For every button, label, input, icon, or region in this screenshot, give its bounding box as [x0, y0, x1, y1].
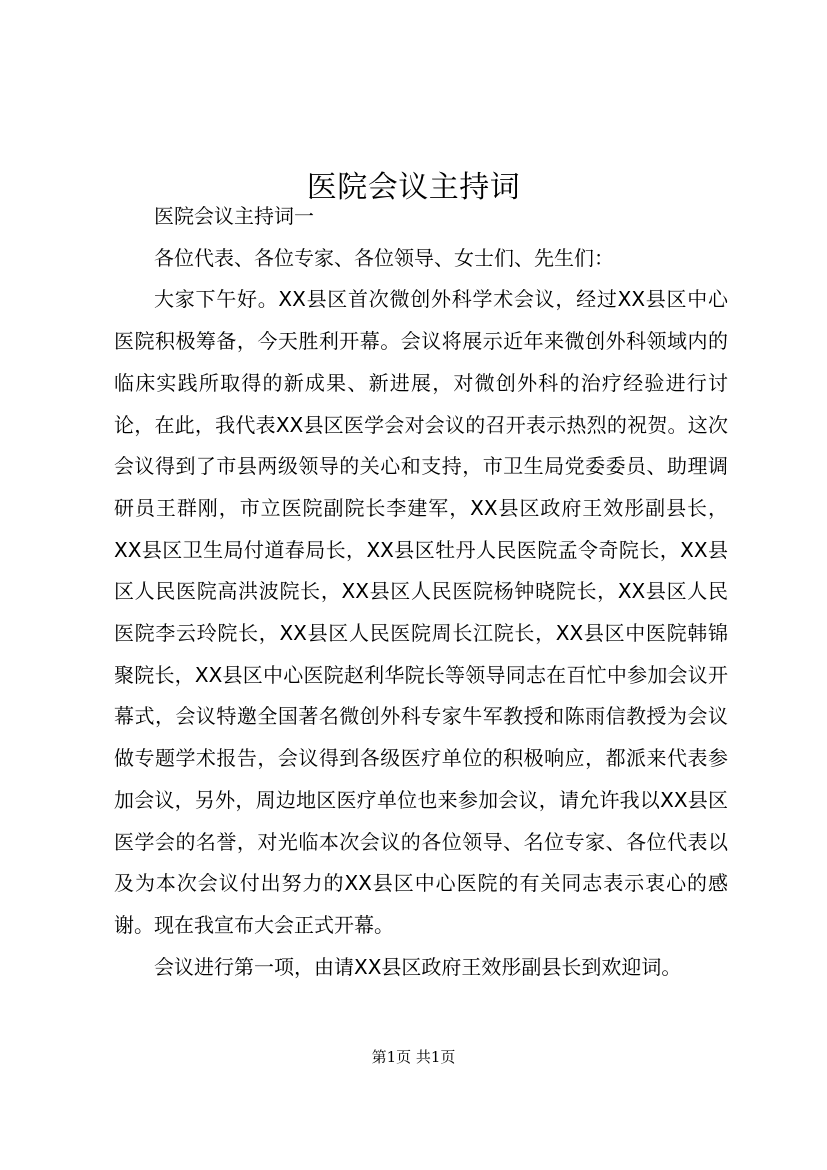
agenda-item-paragraph: 会议进行第一项，由请XX县区政府王效彤副县长到欢迎词。 — [154, 954, 682, 979]
salutation-paragraph: 各位代表、各位专家、各位领导、女士们、先生们： — [154, 245, 614, 270]
page-number-footer: 第1页 共1页 — [371, 1048, 456, 1066]
document-title: 医院会议主持词 — [306, 170, 521, 206]
section-heading: 医院会议主持词一 — [154, 204, 314, 228]
opening-speech-paragraph: 大家下午好。XX县区首次微创外科学术会议，经过XX县区中心医院积极筹备，今天胜利开幕。会议将展示近年来微创外科领域内的临床实践所取得的新成果、新进展，对微创外科的治疗经验进行讨论，在此，我代表XX县区医学会对会议的召开表示热烈的祝贺。这次会议得到了市县两级领导的关心和支持，市卫生局党委委员、助理调研员王群刚，市立医院副院长李建军，XX县区政府王效彤副县长，XX县区卫生局付道春局长，XX县区牡丹人民医院孟令奇院长，XX县区人民医院高洪波院长，XX县区人民医院杨钟晓院长，XX县区人民医院李云玲院长，XX县区人民医院周长江院长，XX县区中医院韩锦聚院长，XX县区中心医院赵利华院长等领导同志在百忙中参加会议开幕式，会议特邀全国著名微创外科专家牛军教授和陈雨信教授为会议做专题学术报告，会议得到各级医疗单位的积极响应，都派来代表参加会议，另外，周边地区医疗单位也来参加会议，请允许我以XX县区医学会的名誉，对光临本次会议的各位领导、名位专家、各位代表以及为本次会议付出努力的XX县区中心医院的有关同志表示衷心的感谢。现在我宣布大会正式开幕。 — [114, 287, 728, 937]
document-body — [114, 196, 728, 988]
